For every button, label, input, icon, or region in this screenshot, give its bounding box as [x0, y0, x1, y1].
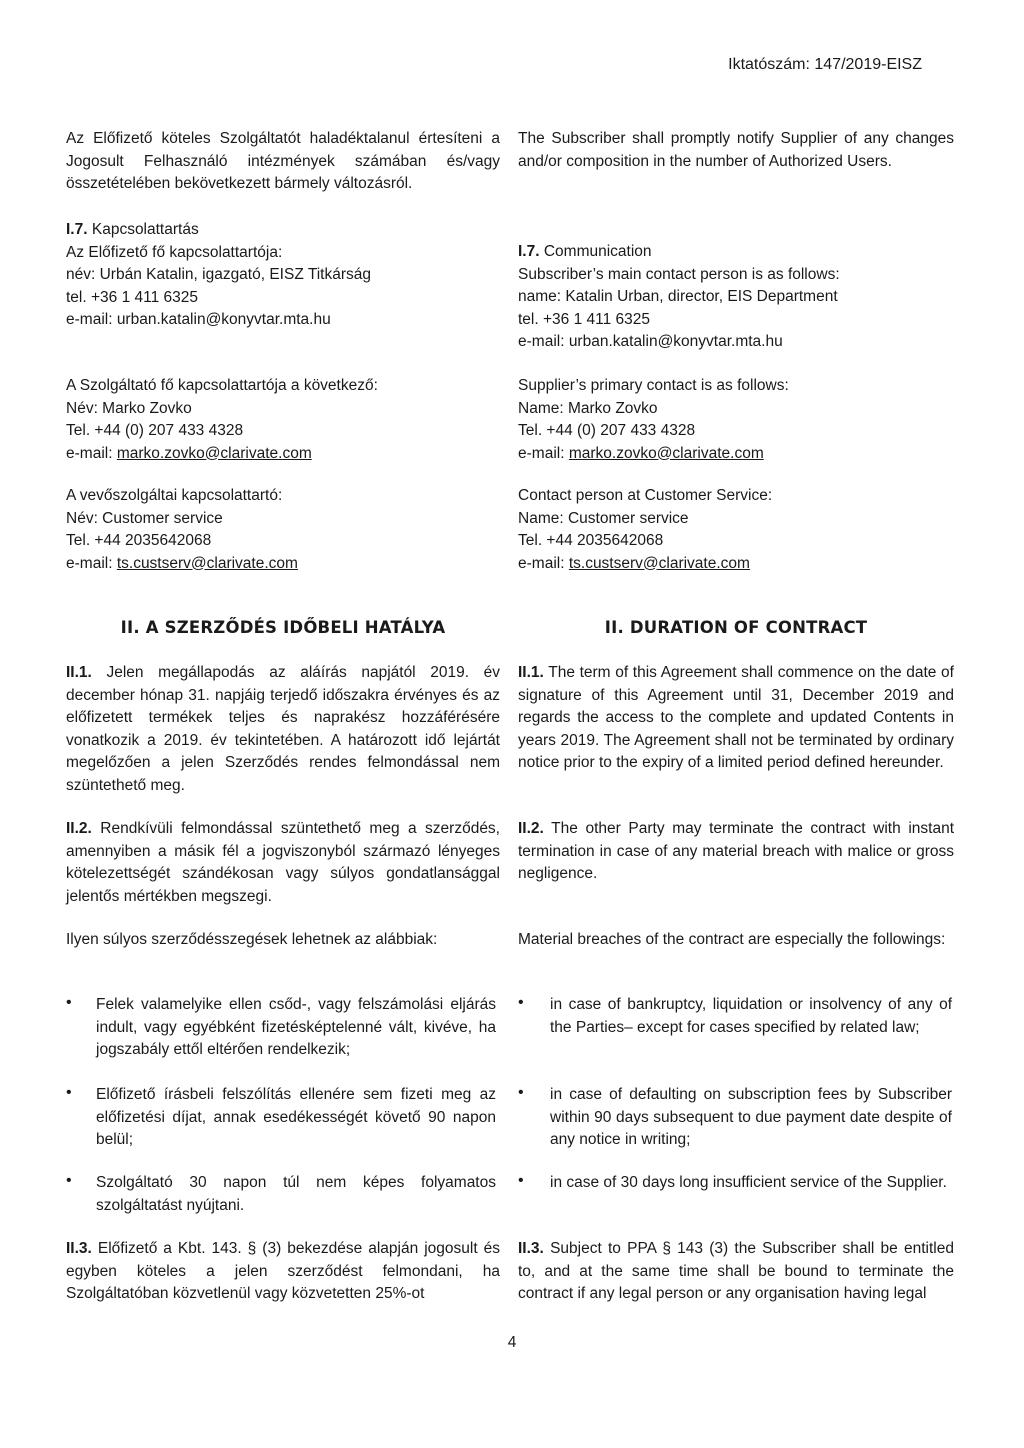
- cs-contact-name-hu: Név: Customer service: [66, 509, 223, 527]
- contacts-heading-hu: I.7. Kapcsolattartás: [66, 221, 199, 238]
- clause-2-2-en: II.2. The other Party may terminate the contract with instant termination in case of any material breach with malice or gross negligence.: [518, 820, 954, 882]
- main-contact-name-hu: név: Urbán Katalin, igazgató, EISZ Titkárság: [66, 266, 371, 283]
- cs-contact-email-hu: e-mail: ts.custserv@clarivate.com: [66, 554, 298, 572]
- breach-item-en: in case of defaulting on subscription fees by Subscriber within 90 days subsequent to due payment date despite of any notice in writing;: [550, 1086, 952, 1148]
- customer-service-contact-en: [518, 485, 954, 575]
- breaches-intro-en: Material breaches of the contract are especially the followings:: [518, 931, 946, 948]
- cs-contact-name-en: Name: Customer service: [518, 509, 689, 527]
- bullet-icon: •: [66, 1084, 72, 1101]
- cs-contact-email-en: e-mail: ts.custserv@clarivate.com: [518, 554, 750, 572]
- breach-item-hu: Felek valamelyike ellen csőd-, vagy felszámolási eljárás indult, vagy egyébként fizetésképtelenné vált, kivéve, ha jogszabály ettől eltérően rendelkezik;: [96, 996, 496, 1058]
- bullet-icon: •: [66, 1172, 72, 1189]
- main-contact-name-en: name: Katalin Urban, director, EIS Department: [518, 288, 838, 305]
- supplier-email-link-en[interactable]: marko.zovko@clarivate.com: [568, 444, 764, 462]
- main-contact-tel-en: tel. +36 1 411 6325: [518, 310, 651, 328]
- cs-email-link-en[interactable]: ts.custserv@clarivate.com: [568, 554, 750, 572]
- supplier-contact-email-hu: e-mail: marko.zovko@clarivate.com: [66, 444, 312, 462]
- breach-item-hu: Szolgáltató 30 napon túl nem képes folyamatos szolgáltatást nyújtani.: [96, 1174, 496, 1214]
- supplier-contact-name-hu: Név: Marko Zovko: [66, 399, 192, 417]
- supplier-contact-intro-hu: A Szolgáltató fő kapcsolattartója a következő:: [66, 377, 378, 394]
- cs-email-link-hu[interactable]: ts.custserv@clarivate.com: [116, 554, 298, 572]
- supplier-contact-email-en: e-mail: marko.zovko@clarivate.com: [518, 444, 764, 462]
- cs-contact-intro-hu: A vevőszolgáltai kapcsolattartó:: [66, 487, 283, 504]
- contacts-heading-en: I.7. Communication: [518, 243, 652, 260]
- supplier-email-link-hu[interactable]: marko.zovko@clarivate.com: [116, 444, 312, 462]
- breach-item-en: in case of 30 days long insufficient service of the Supplier.: [550, 1174, 947, 1191]
- notify-paragraph-en: The Subscriber shall promptly notify Supplier of any changes and/or composition in the number of Authorized Users.: [518, 130, 954, 170]
- reference-number: Iktatószám: 147/2019-EISZ: [728, 56, 922, 73]
- cs-contact-tel-en: Tel. +44 2035642068: [518, 532, 664, 549]
- notify-paragraph-hu: Az Előfizető köteles Szolgáltatót haladéktalanul értesíteni a Jogosult Felhasználó intézmények számában és/vagy összetételében bekövetkezett bármely változásról.: [66, 130, 500, 192]
- main-contact-email-en: e-mail: urban.katalin@konyvtar.mta.hu: [518, 333, 783, 350]
- supplier-contact-hu: [66, 375, 500, 465]
- main-contact-intro-en: Subscriber’s main contact person is as follows:: [518, 265, 840, 283]
- customer-service-contact-hu: [66, 485, 500, 575]
- main-contact-email-hu: e-mail: urban.katalin@konyvtar.mta.hu: [66, 311, 331, 328]
- page-number: 4: [507, 1334, 517, 1351]
- section-heading-hu: II. A SZERZŐDÉS IDŐBELI HATÁLYA: [120, 618, 446, 637]
- supplier-contact-name-en: Name: Marko Zovko: [518, 399, 658, 417]
- breaches-intro-hu: Ilyen súlyos szerződésszegések lehetnek az alábbiak:: [66, 931, 438, 948]
- main-contact-intro-hu: Az Előfizető fő kapcsolattartója:: [66, 243, 283, 261]
- bullet-icon: •: [518, 994, 524, 1011]
- bullet-icon: •: [66, 994, 72, 1011]
- breach-item-hu: Előfizető írásbeli felszólítás ellenére sem fizeti meg az előfizetési díjat, annak esedékességét követő 90 napon belül;: [96, 1086, 496, 1148]
- clause-2-1-hu: II.1. Jelen megállapodás az aláírás napjától 2019. év december hónap 31. napjáig terjedő időszakra érvényes és az előfizetett termékek teljes és naprakész hozzáférésére vonatkozik a 2019. év tekintetében. A határozott idő lejártát megelőzően a jelen Szerződés rendes felmondással nem szüntethető meg.: [66, 664, 500, 794]
- cs-contact-intro-en: Contact person at Customer Service:: [518, 487, 773, 504]
- clause-2-3-en: II.3. Subject to PPA § 143 (3) the Subscriber shall be entitled to, and at the same time shall be bound to terminate the contract if any legal person or any organisation having legal: [518, 1240, 954, 1302]
- contacts-en: [518, 241, 954, 354]
- supplier-contact-en: [518, 375, 954, 465]
- bullet-icon: •: [518, 1172, 524, 1189]
- cs-contact-tel-hu: Tel. +44 2035642068: [66, 532, 212, 549]
- main-contact-tel-hu: tel. +36 1 411 6325: [66, 288, 199, 306]
- clause-2-3-hu: II.3. Előfizető a Kbt. 143. § (3) bekezdése alapján jogosult és egyben köteles a jelen szerződést felmondani, ha Szolgáltatóban közvetlenül vagy közvetetten 25%-ot: [66, 1240, 500, 1302]
- contacts-hu: [66, 219, 500, 332]
- section-heading-en: II. DURATION OF CONTRACT: [604, 618, 868, 637]
- clause-2-1-en: II.1. The term of this Agreement shall commence on the date of signature of this Agreement until 31, December 2019 and regards the access to the complete and updated Contents in years 2019. The Agreement shall not be terminated by ordinary notice prior to the expiry of a limited period defined hereunder.: [518, 664, 954, 771]
- breach-item-en: in case of bankruptcy, liquidation or insolvency of any of the Parties– except for cases specified by related law;: [550, 996, 952, 1036]
- bullet-icon: •: [518, 1084, 524, 1101]
- supplier-contact-tel-en: Tel. +44 (0) 207 433 4328: [518, 422, 696, 439]
- clause-2-2-hu: II.2. Rendkívüli felmondással szüntethető meg a szerződés, amennyiben a másik fél a jogviszonyból származó lényeges kötelezettségét szándékosan vagy súlyos gondatlansággal jelentős mértékben megszegi.: [66, 820, 500, 905]
- supplier-contact-intro-en: Supplier’s primary contact is as follows:: [518, 377, 789, 394]
- supplier-contact-tel-hu: Tel. +44 (0) 207 433 4328: [66, 422, 244, 439]
